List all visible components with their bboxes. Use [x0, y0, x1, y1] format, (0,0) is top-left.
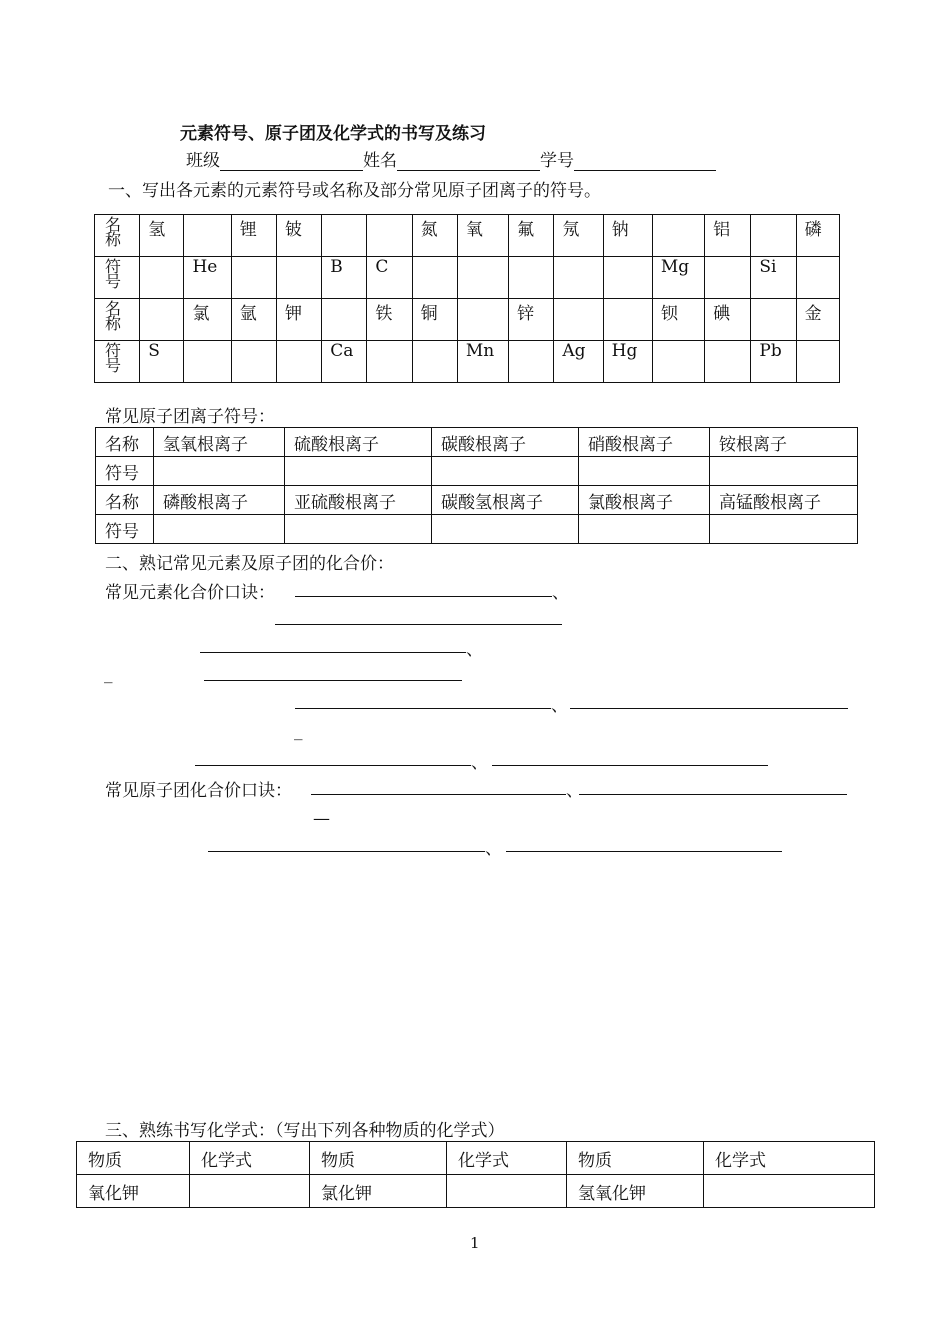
element-answer-cell[interactable] — [652, 215, 704, 257]
element-answer-cell[interactable] — [322, 215, 367, 257]
element-cell: 铍 — [276, 215, 321, 257]
element-row — [95, 341, 840, 383]
element-answer-cell[interactable] — [603, 299, 652, 341]
ion-name-cell: 氢氧根离子 — [154, 428, 285, 457]
ion-answer-cell[interactable] — [285, 515, 432, 544]
row-label: 符号 — [96, 515, 154, 544]
section3-heading: 三、熟练书写化学式：（写出下列各种物质的化学式） — [105, 1121, 505, 1141]
answer-line[interactable] — [208, 851, 485, 852]
element-answer-cell[interactable] — [231, 341, 276, 383]
name-label: 姓名 — [363, 151, 397, 171]
dash-mark: _ — [294, 721, 303, 741]
row-label: 名称 — [96, 428, 154, 457]
ion-table — [95, 427, 858, 544]
column-header: 物质 — [77, 1142, 190, 1175]
ion-row — [96, 515, 858, 544]
element-cell: 氮 — [412, 215, 457, 257]
section2-heading: 二、熟记常见元素及原子团的化合价： — [105, 554, 394, 574]
element-answer-cell[interactable] — [140, 299, 184, 341]
answer-line[interactable] — [311, 794, 566, 795]
answer-line[interactable] — [204, 680, 462, 681]
element-answer-cell[interactable] — [412, 257, 457, 299]
element-cell: He — [184, 257, 231, 299]
element-answer-cell[interactable] — [412, 341, 457, 383]
column-header: 化学式 — [447, 1142, 567, 1175]
ion-answer-cell[interactable] — [432, 457, 579, 486]
element-cell: 氯 — [184, 299, 231, 341]
element-answer-cell[interactable] — [184, 215, 231, 257]
ion-name-cell: 亚硫酸根离子 — [285, 486, 432, 515]
element-cell: 钡 — [652, 299, 704, 341]
column-header: 物质 — [567, 1142, 704, 1175]
ion-name-cell: 硫酸根离子 — [285, 428, 432, 457]
element-cell: 氢 — [140, 215, 184, 257]
answer-line[interactable] — [275, 624, 562, 625]
answer-line[interactable] — [492, 765, 768, 766]
class-label: 班级 — [186, 151, 220, 171]
element-answer-cell[interactable] — [751, 299, 796, 341]
element-cell: 氟 — [509, 215, 554, 257]
ion-answer-cell[interactable] — [710, 515, 858, 544]
page-title: 元素符号、原子团及化学式的书写及练习 — [180, 124, 486, 144]
answer-line[interactable] — [195, 765, 471, 766]
row-label: 名 称 — [95, 299, 140, 341]
ion-name-cell: 碳酸氢根离子 — [432, 486, 579, 515]
row-label: 名称 — [96, 486, 154, 515]
element-cell: 碘 — [705, 299, 751, 341]
answer-line[interactable] — [295, 708, 551, 709]
element-cell: Pb — [751, 341, 796, 383]
element-cell: Si — [751, 257, 796, 299]
separator: 、 — [466, 640, 483, 660]
element-answer-cell[interactable] — [796, 341, 839, 383]
id-label: 学号 — [540, 151, 574, 171]
element-cell: 金 — [796, 299, 839, 341]
formula-answer-cell[interactable] — [447, 1175, 567, 1208]
substance-cell: 氧化钾 — [77, 1175, 190, 1208]
substance-cell: 氯化钾 — [310, 1175, 447, 1208]
ion-row — [96, 457, 858, 486]
ion-row — [96, 486, 858, 515]
element-cell: Mg — [652, 257, 704, 299]
ion-answer-cell[interactable] — [432, 515, 579, 544]
ion-row — [96, 428, 858, 457]
separator: 、 — [566, 781, 583, 801]
element-answer-cell[interactable] — [322, 299, 367, 341]
answer-line[interactable] — [200, 652, 466, 653]
ion-answer-cell[interactable] — [710, 457, 858, 486]
element-cell: 氖 — [554, 215, 603, 257]
element-answer-cell[interactable] — [457, 257, 508, 299]
column-header: 化学式 — [190, 1142, 310, 1175]
chem-row — [77, 1175, 875, 1208]
element-answer-cell[interactable] — [554, 299, 603, 341]
element-answer-cell[interactable] — [276, 257, 321, 299]
ion-name-cell: 氯酸根离子 — [579, 486, 710, 515]
ion-answer-cell[interactable] — [154, 515, 285, 544]
ion-answer-cell[interactable] — [285, 457, 432, 486]
ion-name-cell: 磷酸根离子 — [154, 486, 285, 515]
element-cell: 钠 — [603, 215, 652, 257]
separator: 、 — [551, 696, 568, 716]
element-row — [95, 215, 840, 257]
element-cell: 铝 — [705, 215, 751, 257]
element-answer-cell[interactable] — [705, 341, 751, 383]
element-answer-cell[interactable] — [705, 257, 751, 299]
ion-answer-cell[interactable] — [579, 457, 710, 486]
row-label: 符 号 — [95, 341, 140, 383]
element-cell: 钾 — [276, 299, 321, 341]
chem-row — [77, 1142, 875, 1175]
element-answer-cell[interactable] — [140, 257, 184, 299]
id-field[interactable] — [574, 152, 716, 171]
answer-line[interactable] — [579, 794, 847, 795]
element-cell: Mn — [457, 341, 508, 383]
row-label: 名 称 — [95, 215, 140, 257]
element-cell: C — [367, 257, 412, 299]
element-table — [94, 214, 840, 383]
page-number: 1 — [470, 1234, 480, 1252]
column-header: 物质 — [310, 1142, 447, 1175]
dash-mark: — — [313, 809, 330, 829]
ion-name-cell: 高锰酸根离子 — [710, 486, 858, 515]
element-answer-cell[interactable] — [796, 257, 839, 299]
substance-cell: 氢氧化钾 — [567, 1175, 704, 1208]
element-cell: B — [322, 257, 367, 299]
ion-name-cell: 铵根离子 — [710, 428, 858, 457]
separator: 、 — [471, 753, 488, 773]
element-row — [95, 299, 840, 341]
ion-heading: 常见原子团离子符号： — [105, 407, 275, 427]
element-answer-cell[interactable] — [751, 215, 796, 257]
element-cell: 磷 — [796, 215, 839, 257]
element-answer-cell[interactable] — [457, 299, 508, 341]
element-answer-cell[interactable] — [276, 341, 321, 383]
element-answer-cell[interactable] — [509, 341, 554, 383]
element-cell: 氧 — [457, 215, 508, 257]
separator: 、 — [485, 839, 502, 859]
element-answer-cell[interactable] — [184, 341, 231, 383]
element-answer-cell[interactable] — [509, 257, 554, 299]
element-answer-cell[interactable] — [554, 257, 603, 299]
element-answer-cell[interactable] — [367, 341, 412, 383]
answer-line[interactable] — [570, 708, 848, 709]
info-line — [186, 146, 716, 171]
element-cell: 锂 — [231, 215, 276, 257]
row-label: 符号 — [96, 457, 154, 486]
formula-answer-cell[interactable] — [190, 1175, 310, 1208]
chem-table — [76, 1141, 875, 1208]
element-rhyme-label: 常见元素化合价口诀： — [105, 583, 275, 603]
element-row — [95, 257, 840, 299]
element-answer-cell[interactable] — [231, 257, 276, 299]
element-cell: 铁 — [367, 299, 412, 341]
ion-name-cell: 硝酸根离子 — [579, 428, 710, 457]
element-answer-cell[interactable] — [603, 257, 652, 299]
row-label: 符 号 — [95, 257, 140, 299]
element-cell: 铜 — [412, 299, 457, 341]
name-field[interactable] — [397, 152, 540, 171]
ion-name-cell: 碳酸根离子 — [432, 428, 579, 457]
element-cell: Hg — [603, 341, 652, 383]
element-answer-cell[interactable] — [652, 341, 704, 383]
element-cell: S — [140, 341, 184, 383]
section1-heading: 一、写出各元素的元素符号或名称及部分常见原子团离子的符号。 — [108, 181, 601, 201]
column-header: 化学式 — [704, 1142, 875, 1175]
class-field[interactable] — [220, 152, 363, 171]
element-cell: 氩 — [231, 299, 276, 341]
answer-line[interactable] — [506, 851, 782, 852]
element-answer-cell[interactable] — [367, 215, 412, 257]
element-cell: Ag — [554, 341, 603, 383]
element-cell: Ca — [322, 341, 367, 383]
ion-answer-cell[interactable] — [154, 457, 285, 486]
formula-answer-cell[interactable] — [704, 1175, 875, 1208]
ion-answer-cell[interactable] — [579, 515, 710, 544]
separator: 、 — [552, 583, 569, 603]
element-cell: 锌 — [509, 299, 554, 341]
answer-line[interactable] — [295, 596, 552, 597]
group-rhyme-label: 常见原子团化合价口诀： — [105, 781, 292, 801]
dash-mark: _ — [104, 664, 113, 684]
